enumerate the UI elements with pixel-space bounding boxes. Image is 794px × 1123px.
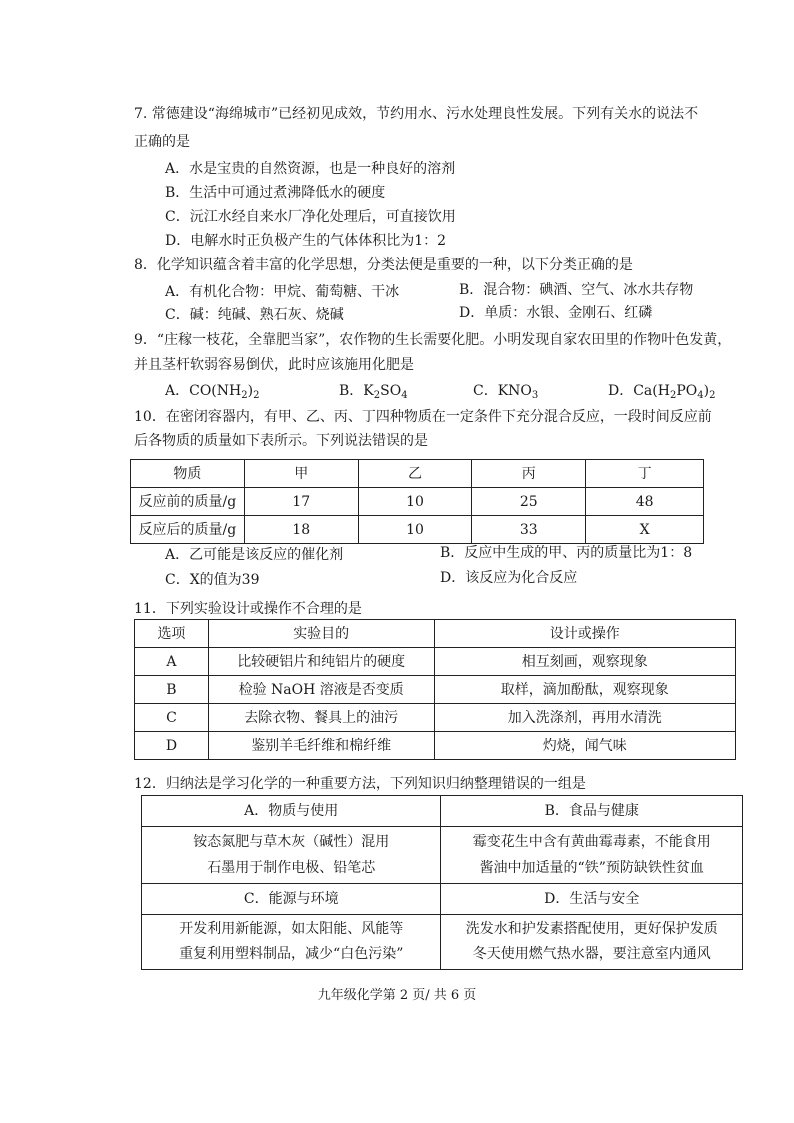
q12-knowledge-table <box>141 795 743 970</box>
table-cell: 25 <box>472 488 586 516</box>
table-cell: X <box>586 516 704 544</box>
table-header-row <box>135 620 736 648</box>
q12-b-line2: 酱油中加适量的“铁”预防缺铁性贫血 <box>479 860 704 876</box>
table-cell: B <box>135 676 209 704</box>
q9-stem-line1: 9．“庄稼一枝花，全靠肥当家”，农作物的生长需要化肥。小明发现自家农田里的作物叶色发黄， <box>134 332 732 348</box>
q9-option-a: A．$CO(NH_2)_2$ <box>165 383 260 401</box>
q12-c-line1: 开发利用新能源，如太阳能、风能等 <box>179 921 404 937</box>
q7-option-d: D．电解水时正负极产生的气体体积比为1：2 <box>165 233 447 249</box>
table-row <box>131 516 704 544</box>
table-row <box>142 915 743 970</box>
table-cell: 取样，滴加酚酞，观察现象 <box>434 676 735 704</box>
q10-stem-line2: 后各物质的质量如下表所示。下列说法错误的是 <box>134 433 428 449</box>
table-row <box>142 884 743 915</box>
table-cell: 选项 <box>135 620 209 648</box>
table-cell: 设计或操作 <box>434 620 735 648</box>
table-cell: 比较硬铝片和纯铝片的硬度 <box>208 648 434 676</box>
q9-option-b: B．$K_2SO_4$ <box>339 383 408 401</box>
table-row <box>131 488 704 516</box>
table-cell: 丁 <box>586 460 704 488</box>
q11-stem: 11．下列实验设计或操作不合理的是 <box>134 601 362 617</box>
table-row <box>135 648 736 676</box>
page-footer: 九年级化学第 2 页/ 共 6 页 <box>317 988 477 1003</box>
q12-b-line1: 霉变花生中含有黄曲霉毒素，不能食用 <box>472 834 711 850</box>
table-cell: A <box>135 648 209 676</box>
table-row <box>142 796 743 827</box>
table-cell: 反应后的质量/g <box>131 516 245 544</box>
q7-option-a: A．水是宝贵的自然资源，也是一种良好的溶剂 <box>165 161 456 177</box>
q9-option-c: C．$KNO_3$ <box>473 383 539 401</box>
q12-c-line2: 重复利用塑料制品，减少“白色污染” <box>179 946 404 962</box>
q12-stem: 12．归纳法是学习化学的一种重要方法，下列知识归纳整理错误的一组是 <box>134 776 586 792</box>
table-cell <box>142 915 441 970</box>
table-cell <box>441 827 743 884</box>
table-cell: 物质 <box>131 460 245 488</box>
table-cell: 17 <box>244 488 358 516</box>
q8-option-d: D．单质：水银、金刚石、红磷 <box>459 305 653 321</box>
q10-option-d: D．该反应为化合反应 <box>440 570 578 586</box>
q12-a-line1: 铵态氮肥与草木灰（碱性）混用 <box>193 834 390 850</box>
q10-option-b: B．反应中生成的甲、丙的质量比为1：8 <box>440 545 693 561</box>
table-cell: 相互刻画，观察现象 <box>434 648 735 676</box>
table-cell: 灼烧，闻气味 <box>434 732 735 760</box>
table-cell: C <box>135 704 209 732</box>
table-header-row <box>131 460 704 488</box>
table-row <box>135 704 736 732</box>
q8-option-a: A．有机化合物：甲烷、葡萄糖、干冰 <box>165 284 400 300</box>
table-row <box>142 827 743 884</box>
table-cell: 检验 NaOH 溶液是否变质 <box>208 676 434 704</box>
table-row <box>135 676 736 704</box>
q10-stem-line1: 10．在密闭容器内，有甲、乙、丙、丁四种物质在一定条件下充分混合反应，一段时间反应前 <box>134 409 712 425</box>
q11-experiment-table <box>134 619 736 760</box>
q12-d-line1: 洗发水和护发素搭配使用，更好保护发质 <box>465 921 718 937</box>
q7-stem-line1: 7. 常德建设“海绵城市”已经初见成效，节约用水、污水处理良性发展。下列有关水的说法不 <box>134 106 699 122</box>
q8-stem: 8．化学知识蕴含着丰富的化学思想，分类法便是重要的一种，以下分类正确的是 <box>134 257 633 273</box>
table-cell: 实验目的 <box>208 620 434 648</box>
table-cell: 反应前的质量/g <box>131 488 245 516</box>
q12-a-line2: 石墨用于制作电极、铅笔芯 <box>207 860 376 876</box>
q10-option-a: A．乙可能是该反应的催化剂 <box>165 547 344 563</box>
table-cell: 鉴别羊毛纤维和棉纤维 <box>208 732 434 760</box>
q7-option-c: C．沅江水经自来水厂净化处理后，可直接饮用 <box>165 209 456 225</box>
table-cell: 10 <box>358 516 472 544</box>
table-cell <box>142 827 441 884</box>
q10-option-c: C．X的值为39 <box>165 572 260 588</box>
table-cell: 丙 <box>472 460 586 488</box>
q7-option-b: B．生活中可通过煮沸降低水的硬度 <box>165 185 386 201</box>
table-cell: 去除衣物、餐具上的油污 <box>208 704 434 732</box>
table-cell: D <box>135 732 209 760</box>
table-cell: 33 <box>472 516 586 544</box>
table-cell: 加入洗涤剂，再用水清洗 <box>434 704 735 732</box>
q9-stem-line2: 并且茎杆软弱容易倒伏，此时应该施用化肥是 <box>134 357 414 373</box>
q7-stem-line2: 正确的是 <box>134 134 190 150</box>
table-cell: 甲 <box>244 460 358 488</box>
table-cell <box>441 915 743 970</box>
q10-mass-table <box>130 459 704 544</box>
table-cell: B．食品与健康 <box>441 796 743 827</box>
table-cell: 乙 <box>358 460 472 488</box>
q8-option-b: B．混合物：碘酒、空气、冰水共存物 <box>459 282 694 298</box>
table-cell: D．生活与安全 <box>441 884 743 915</box>
q9-option-d: D．$Ca(H_2PO_4)_2$ <box>608 383 716 401</box>
q12-d-line2: 冬天使用燃气热水器，要注意室内通风 <box>472 946 711 962</box>
table-cell: 48 <box>586 488 704 516</box>
q8-option-c: C．碱：纯碱、熟石灰、烧碱 <box>165 307 344 323</box>
table-cell: C．能源与环境 <box>142 884 441 915</box>
table-cell: 18 <box>244 516 358 544</box>
table-cell: A．物质与使用 <box>142 796 441 827</box>
table-row <box>135 732 736 760</box>
table-cell: 10 <box>358 488 472 516</box>
